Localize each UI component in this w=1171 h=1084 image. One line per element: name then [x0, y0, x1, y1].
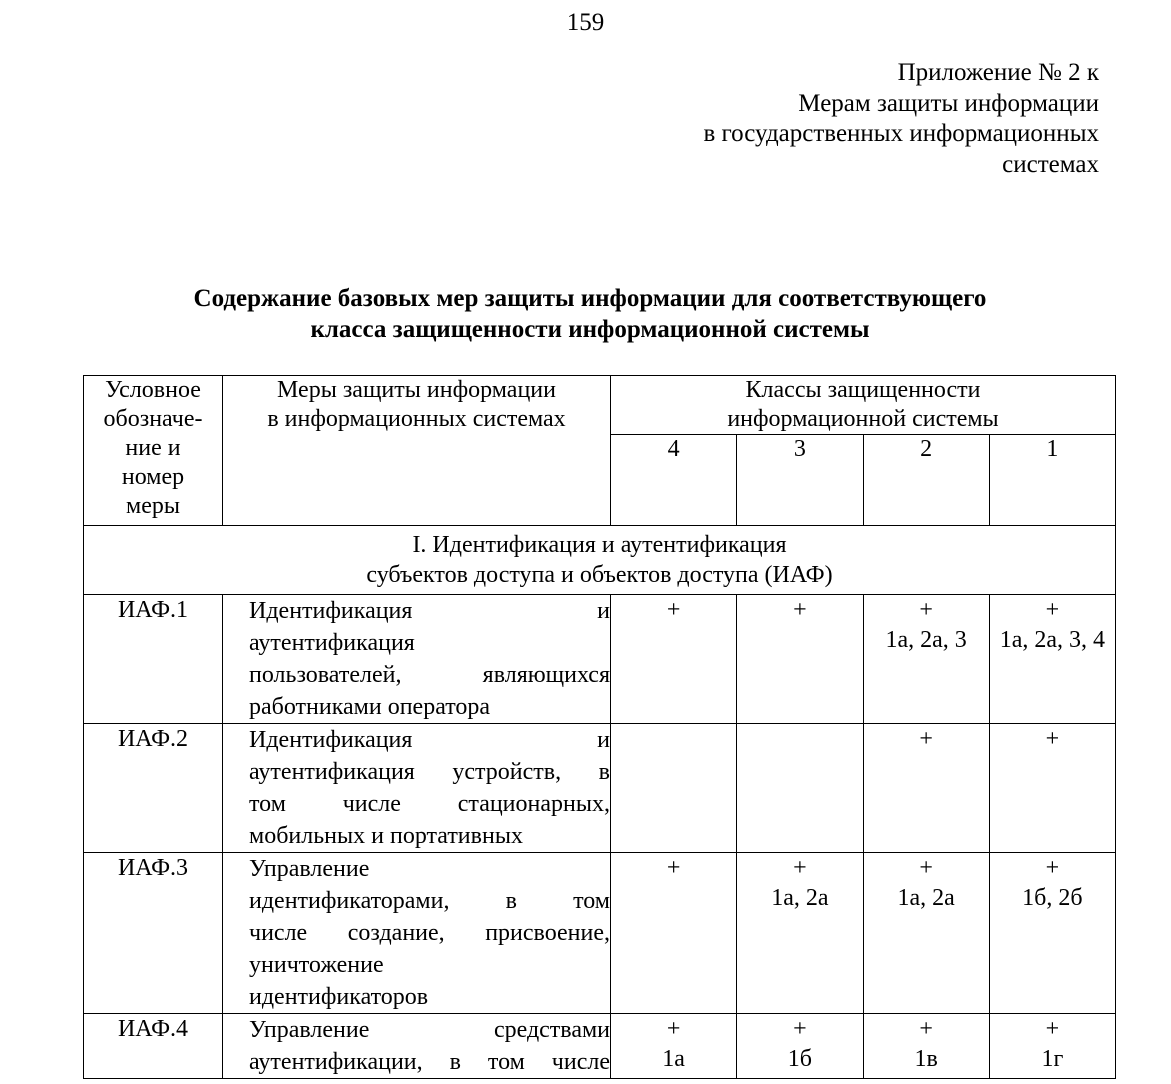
row-code-iaf1: ИАФ.1 — [84, 595, 223, 724]
desc-line: мобильных и портативных — [249, 823, 523, 849]
value-detail: 1а, 2а, 3 — [885, 627, 967, 653]
value-mark: + — [666, 1016, 681, 1042]
header-cell-code — [84, 376, 223, 526]
header-code-line-3: ние и — [125, 435, 181, 461]
header-cell-classes — [611, 376, 1116, 435]
desc-line: идентификаторами, в том — [249, 888, 610, 914]
header-class-2: 2 — [863, 435, 989, 526]
desc-line: Управление средствами — [249, 1017, 610, 1043]
doc-reference-line-4: системах — [1002, 150, 1099, 178]
value-mark: + — [1045, 597, 1060, 623]
desc-line: Управление — [249, 856, 370, 882]
value-detail: 1а — [662, 1046, 685, 1072]
row-value-class-4 — [611, 1014, 737, 1079]
value-detail: 1в — [914, 1046, 938, 1072]
value-detail: 1г — [1041, 1046, 1064, 1072]
row-desc-iaf2 — [223, 724, 611, 853]
header-classes-line-1: Классы защищенности — [745, 377, 981, 403]
header-cell-measures — [223, 376, 611, 526]
desc-line: аутентификация — [249, 630, 415, 656]
row-value-class-1 — [989, 595, 1115, 724]
desc-line: аутентификации, в том числе — [249, 1049, 610, 1075]
doc-reference-line-3: в государственных информационных — [703, 120, 1099, 147]
header-measures-line-1: Меры защиты информации — [277, 377, 556, 403]
desc-line: том числе стационарных, — [249, 791, 610, 817]
header-code-line-1: Условное — [105, 377, 201, 403]
doc-reference-line-1: Приложение № 2 к — [897, 59, 1099, 86]
row-code-iaf2: ИАФ.2 — [84, 724, 223, 853]
desc-line: уничтожение — [249, 952, 384, 978]
section-title-line-1: I. Идентификация и аутентификация — [412, 532, 787, 558]
page-number: 159 — [566, 9, 605, 36]
row-desc-iaf1 — [223, 595, 611, 724]
table-row — [84, 853, 1116, 1014]
row-value-class-2 — [863, 853, 989, 1014]
document-title-line-1: Содержание базовых мер защиты информации для соответствующего — [193, 285, 987, 312]
row-value-class-1 — [989, 1014, 1115, 1079]
value-mark: + — [919, 1016, 933, 1042]
row-value-class-2 — [863, 724, 989, 853]
row-desc-iaf4 — [223, 1014, 611, 1079]
value-mark: + — [666, 855, 681, 881]
header-code-line-2: обозначе- — [103, 406, 203, 432]
section-header-row — [84, 526, 1116, 595]
value-detail: 1б, 2б — [1022, 885, 1083, 911]
row-value-class-1 — [989, 853, 1115, 1014]
row-code-iaf3: ИАФ.3 — [84, 853, 223, 1014]
header-measures-line-2: в информационных системах — [267, 406, 566, 432]
value-detail: 1а, 2а, 3, 4 — [999, 627, 1106, 653]
protection-measures-table — [83, 375, 1116, 1079]
value-mark: + — [1045, 1016, 1060, 1042]
desc-line: Идентификация и — [249, 598, 610, 624]
row-value-class-3 — [737, 724, 863, 853]
row-value-class-3 — [737, 1014, 863, 1079]
row-value-class-2 — [863, 1014, 989, 1079]
header-classes-line-2: информационной системы — [727, 406, 999, 432]
value-mark: + — [1045, 855, 1060, 881]
value-detail: 1а, 2а — [771, 885, 829, 911]
row-value-class-1 — [989, 724, 1115, 853]
table-row — [84, 724, 1116, 853]
desc-line: работниками оператора — [249, 694, 491, 720]
header-class-3: 3 — [737, 435, 863, 526]
value-mark: + — [919, 597, 933, 623]
value-detail: 1б — [787, 1046, 812, 1072]
value-detail: 1а, 2а — [897, 885, 955, 911]
header-class-1: 1 — [989, 435, 1115, 526]
row-value-class-4 — [611, 724, 737, 853]
table-row — [84, 1014, 1116, 1079]
section-title-iaf — [84, 526, 1116, 595]
value-mark: + — [793, 855, 807, 881]
row-desc-iaf3 — [223, 853, 611, 1014]
row-value-class-3 — [737, 853, 863, 1014]
header-class-4: 4 — [611, 435, 737, 526]
value-mark: + — [919, 855, 933, 881]
row-value-class-4 — [611, 595, 737, 724]
section-title-line-2: субъектов доступа и объектов доступа (ИАФ) — [366, 561, 833, 588]
document-title — [140, 283, 1040, 345]
row-value-class-4 — [611, 853, 737, 1014]
value-mark: + — [793, 1016, 807, 1042]
row-value-class-3 — [737, 595, 863, 724]
desc-line: числе создание, присвоение, — [249, 920, 610, 946]
table-row — [84, 595, 1116, 724]
desc-line: идентификаторов — [249, 984, 429, 1010]
desc-line: пользователей, являющихся — [249, 662, 610, 688]
value-mark: + — [793, 597, 807, 623]
row-code-iaf4: ИАФ.4 — [84, 1014, 223, 1079]
document-reference-block — [659, 58, 1099, 180]
table-header-row-1 — [84, 376, 1116, 435]
value-mark: + — [919, 726, 933, 752]
doc-reference-line-2: Мерам защиты информации — [798, 89, 1099, 117]
row-value-class-2 — [863, 595, 989, 724]
document-title-line-2: класса защищенности информационной системы — [310, 316, 870, 343]
desc-line: Идентификация и — [249, 727, 610, 753]
desc-line: аутентификация устройств, в — [249, 759, 610, 785]
value-mark: + — [666, 597, 681, 623]
header-code-line-5: меры — [126, 493, 180, 519]
header-code-line-4: номер — [121, 464, 185, 490]
value-mark: + — [1045, 726, 1060, 752]
